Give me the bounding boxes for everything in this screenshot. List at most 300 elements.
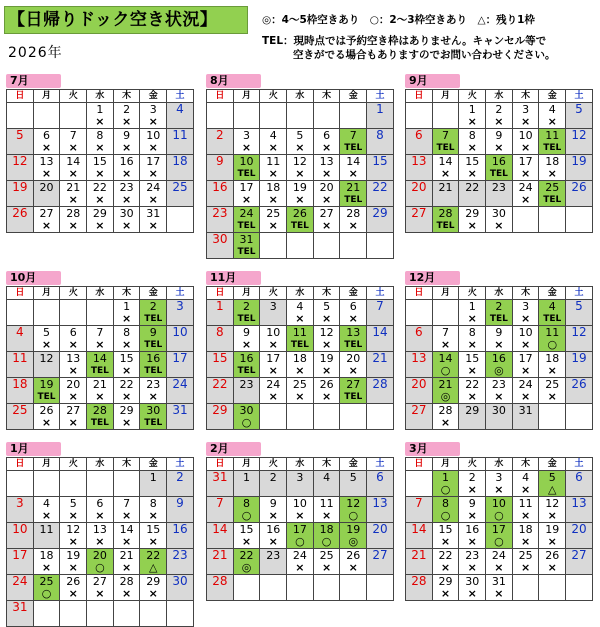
day-cell: [60, 129, 87, 155]
day-number: 21: [66, 181, 81, 194]
day-cell: [167, 129, 194, 155]
day-number: 6: [349, 300, 357, 313]
day-number: 20: [39, 181, 54, 194]
day-number: 15: [239, 523, 254, 536]
availability-status: ○: [241, 509, 252, 522]
availability-status: ×: [467, 509, 477, 522]
day-cell: [539, 155, 566, 181]
day-cell: [459, 300, 486, 326]
day-cell: [113, 497, 140, 523]
day-number: 17: [491, 523, 506, 536]
availability-status: TEL: [436, 143, 455, 153]
day-number: 30: [465, 575, 480, 588]
availability-status: ×: [121, 115, 132, 128]
day-cell: [340, 155, 367, 181]
month-label: 1月: [6, 442, 61, 456]
day-number: 30: [239, 404, 254, 417]
day-number: 16: [491, 352, 506, 365]
availability-status: TEL: [237, 366, 256, 376]
day-number: 24: [292, 549, 307, 562]
day-number: 6: [96, 497, 104, 510]
availability-status: ×: [95, 115, 105, 128]
empty-day-cell: [566, 207, 593, 233]
day-cell: [7, 404, 34, 430]
day-cell: [459, 155, 486, 181]
day-cell: [340, 129, 367, 155]
day-cell: [87, 103, 114, 129]
availability-status: ×: [467, 390, 477, 403]
day-number: 21: [411, 548, 427, 562]
month-table: [405, 89, 593, 233]
day-cell: [340, 523, 367, 549]
day-number: 25: [319, 549, 334, 562]
day-cell: [140, 326, 167, 352]
day-number: 31: [239, 233, 254, 246]
day-cell: [432, 575, 459, 601]
week-row: [207, 129, 394, 155]
weekday-header: 火: [60, 458, 87, 471]
weekday-header: 金: [340, 458, 367, 471]
availability-status: ×: [68, 561, 78, 574]
day-number: 26: [292, 207, 307, 220]
day-cell: [87, 129, 114, 155]
day-cell: [113, 129, 140, 155]
empty-day-cell: [113, 471, 140, 497]
day-number: 11: [518, 497, 533, 510]
day-cell: [566, 181, 593, 207]
weekday-header: 日: [207, 458, 234, 471]
availability-status: ×: [121, 312, 132, 325]
day-number: 16: [465, 523, 480, 536]
availability-status: ×: [520, 535, 531, 548]
day-cell: [87, 326, 114, 352]
day-cell: [512, 300, 539, 326]
empty-day-cell: [340, 575, 367, 601]
availability-status: ×: [547, 364, 557, 377]
day-cell: [486, 523, 513, 549]
day-cell: [260, 300, 287, 326]
week-row: [406, 300, 593, 326]
day-number: 26: [319, 378, 334, 391]
empty-day-cell: [340, 233, 367, 259]
day-number: 7: [123, 497, 131, 510]
availability-status: ○: [440, 509, 451, 522]
weekday-header: 火: [260, 90, 287, 103]
availability-status: ×: [121, 416, 132, 429]
availability-status: ×: [121, 167, 132, 180]
day-cell: [406, 575, 433, 601]
day-number: 29: [146, 575, 161, 588]
availability-status: ×: [68, 167, 78, 180]
day-cell: [113, 103, 140, 129]
availability-status: TEL: [344, 143, 363, 153]
availability-status: ○: [547, 338, 558, 351]
day-cell: [313, 471, 340, 497]
day-cell: [512, 129, 539, 155]
day-cell: [260, 352, 287, 378]
day-number: 13: [66, 352, 81, 365]
day-number: 9: [495, 326, 503, 339]
availability-status: ×: [295, 312, 305, 325]
day-number: 22: [465, 181, 480, 194]
availability-status: ×: [467, 535, 477, 548]
weekday-header: 金: [539, 90, 566, 103]
week-row: [7, 181, 194, 207]
month-label: 10月: [6, 271, 61, 285]
empty-day-cell: [33, 300, 60, 326]
availability-status: ×: [467, 338, 477, 351]
day-number: 28: [92, 404, 107, 417]
day-number: 14: [438, 352, 453, 365]
day-number: 8: [442, 497, 450, 510]
week-row: [406, 575, 593, 601]
day-cell: [459, 378, 486, 404]
day-cell: [33, 523, 60, 549]
availability-status: ○: [321, 535, 332, 548]
week-row: [406, 326, 593, 352]
day-cell: [260, 155, 287, 181]
day-cell: [566, 155, 593, 181]
empty-day-cell: [287, 233, 314, 259]
weekday-header: 土: [367, 287, 394, 300]
weekday-header: 木: [313, 287, 340, 300]
weekday-header: 火: [459, 287, 486, 300]
week-row: [7, 129, 194, 155]
day-cell: [459, 404, 486, 430]
day-cell: [113, 181, 140, 207]
availability-status: ×: [68, 364, 78, 377]
empty-day-cell: [287, 575, 314, 601]
day-number: 20: [411, 180, 427, 194]
day-number: 1: [243, 471, 251, 484]
day-number: 7: [376, 299, 384, 313]
day-cell: [539, 352, 566, 378]
day-cell: [33, 549, 60, 575]
day-number: 22: [465, 378, 480, 391]
weekday-header: 月: [432, 458, 459, 471]
day-cell: [539, 523, 566, 549]
day-cell: [260, 523, 287, 549]
week-row: [207, 575, 394, 601]
day-number: 1: [216, 299, 224, 313]
day-cell: [167, 523, 194, 549]
day-cell: [367, 471, 394, 497]
availability-status: ×: [547, 115, 557, 128]
weekday-header: 火: [260, 458, 287, 471]
weekday-header: 月: [33, 287, 60, 300]
day-cell: [367, 207, 394, 233]
availability-status: ×: [68, 193, 78, 206]
availability-status: ×: [321, 312, 332, 325]
empty-day-cell: [87, 471, 114, 497]
day-cell: [33, 207, 60, 233]
day-cell: [140, 575, 167, 601]
empty-day-cell: [33, 471, 60, 497]
availability-status: ×: [121, 193, 132, 206]
availability-status: ×: [121, 535, 132, 548]
day-cell: [233, 207, 260, 233]
availability-status: ×: [68, 219, 78, 232]
day-number: 19: [319, 352, 334, 365]
day-number: 8: [468, 129, 476, 142]
day-cell: [207, 497, 234, 523]
weekday-header: 木: [512, 458, 539, 471]
day-cell: [486, 549, 513, 575]
day-cell: [140, 155, 167, 181]
day-number: 3: [522, 300, 530, 313]
month-label: 11月: [206, 271, 261, 285]
availability-status: TEL: [90, 418, 109, 428]
availability-status: ×: [241, 338, 252, 351]
availability-status: TEL: [37, 392, 56, 402]
day-number: 17: [12, 548, 28, 562]
month-calendar: [405, 442, 592, 601]
day-cell: [512, 155, 539, 181]
day-number: 22: [239, 549, 254, 562]
day-cell: [207, 575, 234, 601]
weekday-header: 木: [113, 458, 140, 471]
availability-status: ×: [268, 338, 278, 351]
day-number: 11: [545, 129, 560, 142]
day-number: 19: [571, 351, 587, 365]
day-cell: [60, 575, 87, 601]
availability-status: ○: [348, 509, 359, 522]
day-number: 27: [571, 548, 587, 562]
month-table: [405, 457, 593, 601]
day-number: 16: [239, 352, 254, 365]
day-cell: [140, 471, 167, 497]
availability-status: ×: [95, 509, 105, 522]
day-cell: [287, 352, 314, 378]
day-cell: [340, 378, 367, 404]
day-cell: [512, 471, 539, 497]
day-cell: [313, 155, 340, 181]
day-number: 16: [491, 155, 506, 168]
day-cell: [87, 549, 114, 575]
availability-status: ×: [547, 509, 557, 522]
availability-status: ×: [121, 338, 132, 351]
weekday-header: 金: [140, 287, 167, 300]
day-number: 24: [146, 181, 161, 194]
week-row: [406, 181, 593, 207]
day-cell: [207, 233, 234, 259]
day-cell: [566, 352, 593, 378]
day-cell: [167, 300, 194, 326]
day-cell: [113, 300, 140, 326]
day-number: 15: [92, 155, 107, 168]
day-number: 16: [172, 522, 188, 536]
availability-status: ×: [241, 535, 252, 548]
availability-status: ×: [268, 509, 278, 522]
day-cell: [459, 471, 486, 497]
day-cell: [260, 129, 287, 155]
availability-status: ×: [321, 219, 332, 232]
weekday-header: 火: [459, 458, 486, 471]
day-number: 22: [119, 378, 134, 391]
day-number: 2: [495, 103, 503, 116]
weekday-header: 月: [432, 90, 459, 103]
day-number: 9: [269, 497, 277, 510]
day-cell: [60, 326, 87, 352]
availability-status: ×: [467, 312, 477, 325]
day-cell: [233, 378, 260, 404]
day-cell: [340, 181, 367, 207]
week-row: [207, 181, 394, 207]
day-cell: [367, 129, 394, 155]
availability-status: ×: [494, 115, 504, 128]
day-number: 18: [545, 352, 560, 365]
day-number: 24: [518, 181, 533, 194]
day-number: 15: [438, 523, 453, 536]
day-number: 4: [16, 325, 24, 339]
day-number: 3: [269, 300, 277, 313]
day-number: 8: [149, 497, 157, 510]
day-number: 18: [12, 377, 28, 391]
empty-day-cell: [287, 103, 314, 129]
day-number: 10: [266, 326, 281, 339]
day-cell: [260, 378, 287, 404]
day-number: 20: [411, 377, 427, 391]
availability-status: ×: [68, 535, 78, 548]
week-row: [7, 326, 194, 352]
empty-day-cell: [367, 575, 394, 601]
weekday-header: 月: [432, 287, 459, 300]
day-number: 31: [212, 470, 228, 484]
day-number: 19: [346, 523, 361, 536]
day-number: 30: [172, 574, 188, 588]
availability-status: TEL: [489, 314, 508, 324]
day-cell: [287, 155, 314, 181]
weekday-header: 日: [7, 287, 34, 300]
day-number: 29: [212, 403, 228, 417]
availability-status: ○: [241, 416, 252, 429]
day-number: 13: [92, 523, 107, 536]
day-cell: [539, 326, 566, 352]
day-number: 13: [411, 351, 427, 365]
availability-status: ×: [121, 509, 132, 522]
empty-day-cell: [260, 575, 287, 601]
availability-status: ×: [547, 561, 557, 574]
availability-status: ○: [295, 535, 305, 548]
day-number: 27: [372, 548, 388, 562]
day-cell: [233, 471, 260, 497]
day-number: 3: [149, 103, 157, 116]
availability-status: ×: [95, 219, 105, 232]
day-cell: [406, 155, 433, 181]
day-number: 21: [92, 378, 107, 391]
availability-status: ×: [520, 141, 531, 154]
day-number: 24: [172, 377, 188, 391]
availability-status: ×: [467, 561, 477, 574]
availability-status: ×: [547, 390, 557, 403]
empty-day-cell: [167, 601, 194, 627]
day-number: 8: [96, 129, 104, 142]
day-cell: [207, 129, 234, 155]
weekday-header: 木: [113, 90, 140, 103]
availability-status: ×: [467, 483, 477, 496]
availability-status: ×: [268, 364, 278, 377]
availability-status: ×: [121, 390, 132, 403]
day-number: 7: [349, 129, 357, 142]
day-cell: [512, 497, 539, 523]
day-cell: [512, 103, 539, 129]
availability-status: ×: [41, 509, 52, 522]
empty-day-cell: [313, 233, 340, 259]
day-number: 10: [239, 155, 254, 168]
day-number: 30: [119, 207, 134, 220]
tel-note: [262, 34, 556, 62]
day-number: 26: [12, 206, 28, 220]
day-cell: [313, 129, 340, 155]
day-number: 23: [239, 378, 254, 391]
availability-status: ×: [121, 587, 132, 600]
availability-status: ×: [148, 219, 158, 232]
week-row: [207, 471, 394, 497]
availability-status: ◎: [348, 535, 359, 548]
tel-note-line1: TEL：現時点では予約空き枠はありません。キャンセル等で: [262, 35, 547, 47]
day-number: 10: [518, 129, 533, 142]
day-cell: [233, 181, 260, 207]
week-row: [406, 207, 593, 233]
availability-status: ○: [494, 535, 504, 548]
day-number: 26: [39, 404, 54, 417]
week-row: [207, 404, 394, 430]
day-number: 31: [491, 575, 506, 588]
week-row: [406, 497, 593, 523]
day-cell: [459, 103, 486, 129]
day-number: 21: [372, 351, 388, 365]
availability-status: ×: [494, 141, 504, 154]
tel-note-line2: 空きがでる場合もありますのでお問い合わせください。: [293, 49, 556, 61]
day-cell: [7, 326, 34, 352]
empty-day-cell: [87, 300, 114, 326]
availability-status: ×: [494, 338, 504, 351]
availability-status: ×: [148, 535, 158, 548]
availability-status: ×: [440, 338, 451, 351]
week-row: [7, 155, 194, 181]
availability-legend: ◎：4～5枠空きあり ○：2～3枠空きあり △：残り1枠: [262, 14, 535, 26]
day-number: 13: [372, 496, 388, 510]
day-cell: [287, 523, 314, 549]
empty-day-cell: [313, 103, 340, 129]
weekday-header: 金: [140, 458, 167, 471]
day-cell: [167, 575, 194, 601]
day-number: 3: [296, 471, 304, 484]
empty-day-cell: [566, 575, 593, 601]
availability-status: TEL: [543, 314, 562, 324]
day-cell: [566, 326, 593, 352]
day-cell: [367, 103, 394, 129]
day-number: 10: [518, 326, 533, 339]
day-cell: [207, 352, 234, 378]
day-cell: [7, 378, 34, 404]
day-number: 4: [176, 102, 184, 116]
day-cell: [7, 129, 34, 155]
day-number: 11: [12, 351, 28, 365]
day-cell: [539, 471, 566, 497]
availability-status: TEL: [90, 366, 109, 376]
day-number: 18: [518, 523, 533, 536]
day-cell: [33, 326, 60, 352]
day-cell: [113, 207, 140, 233]
day-cell: [7, 207, 34, 233]
availability-status: ×: [440, 561, 451, 574]
empty-day-cell: [313, 404, 340, 430]
day-number: 12: [571, 325, 587, 339]
month-label: 2月: [206, 442, 261, 456]
day-number: 6: [376, 470, 384, 484]
day-cell: [207, 155, 234, 181]
